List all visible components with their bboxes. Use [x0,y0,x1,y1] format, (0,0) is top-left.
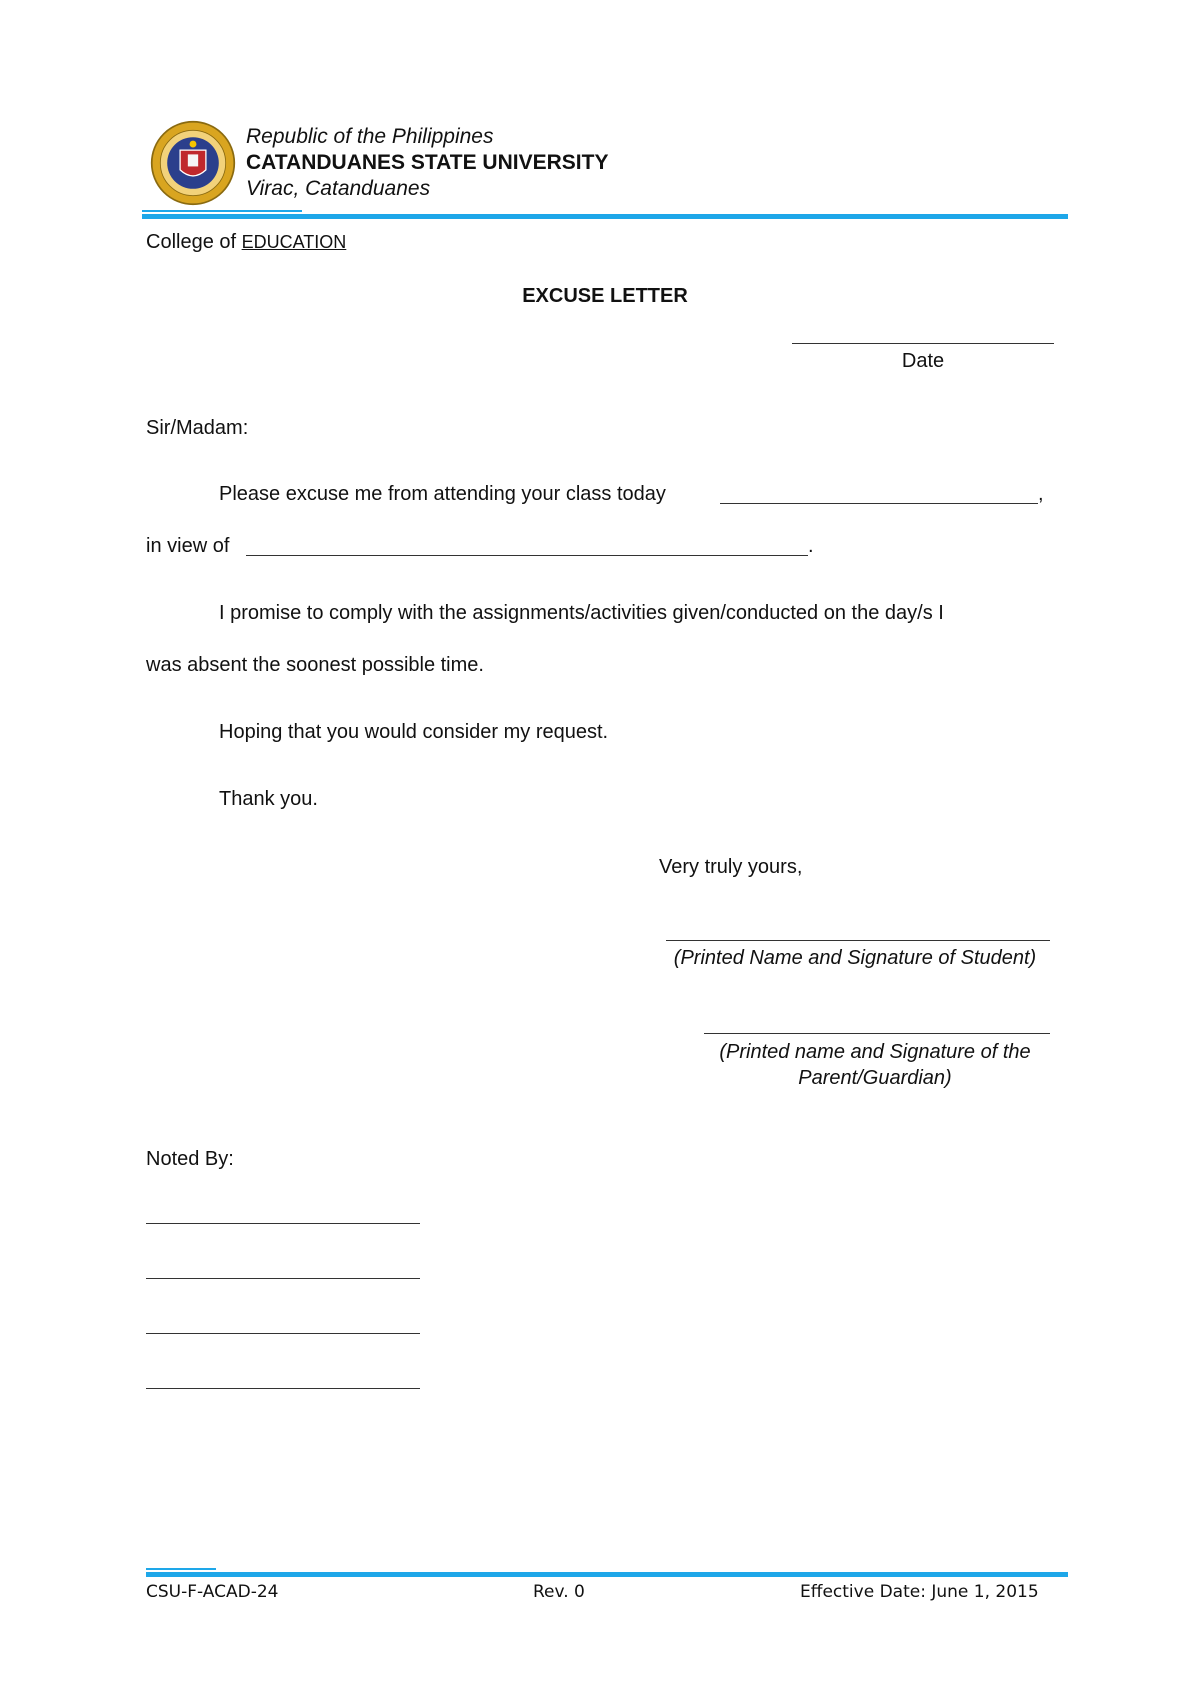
noted-by-line-2[interactable] [146,1278,420,1279]
university-seal-icon [150,120,236,206]
salutation: Sir/Madam: [146,417,249,439]
promise-line-2: was absent the soonest possible time. [146,654,484,676]
student-signature-label: (Printed Name and Signature of Student) [673,947,1037,969]
college-line [146,230,346,254]
student-signature-field[interactable] [666,940,1050,941]
closing-text: Very truly yours, [659,856,803,878]
footer-rule [146,1572,1068,1577]
noted-by-label: Noted By: [146,1148,234,1170]
date-label: Date [901,350,945,372]
parent-signature-label-1: (Printed name and Signature of the [719,1041,1031,1063]
college-name: EDUCATION [241,232,347,252]
header-university: CATANDUANES STATE UNIVERSITY [246,151,609,174]
class-date-field[interactable] [720,503,1038,504]
noted-by-line-3[interactable] [146,1333,420,1334]
header-rule-thin [142,210,302,212]
reason-field[interactable] [246,555,808,556]
letter-title: EXCUSE LETTER [522,285,688,307]
comma: , [1038,483,1044,505]
parent-signature-label-2: Parent/Guardian) [798,1067,952,1089]
college-prefix: College of [146,231,237,253]
noted-by-line-1[interactable] [146,1223,420,1224]
date-field[interactable] [792,343,1054,344]
header-country: Republic of the Philippines [246,125,494,148]
footer-rule-thin [146,1568,216,1570]
thank-you-text: Thank you. [219,788,318,810]
promise-line-1: I promise to comply with the assignments/activities given/conducted on the day/s I [219,602,944,624]
footer-revision: Rev. 0 [533,1582,585,1602]
parent-signature-field[interactable] [704,1033,1050,1034]
header-rule [142,214,1068,219]
excuse-text: Please excuse me from attending your class today [219,483,666,505]
footer-effective-date: Effective Date: June 1, 2015 [800,1582,1039,1602]
noted-by-line-4[interactable] [146,1388,420,1389]
period: . [808,535,814,557]
footer-form-code: CSU-F-ACAD-24 [146,1582,279,1602]
in-view-of-text: in view of [146,535,230,557]
hoping-text: Hoping that you would consider my request. [219,721,609,743]
header-location: Virac, Catanduanes [246,177,431,200]
